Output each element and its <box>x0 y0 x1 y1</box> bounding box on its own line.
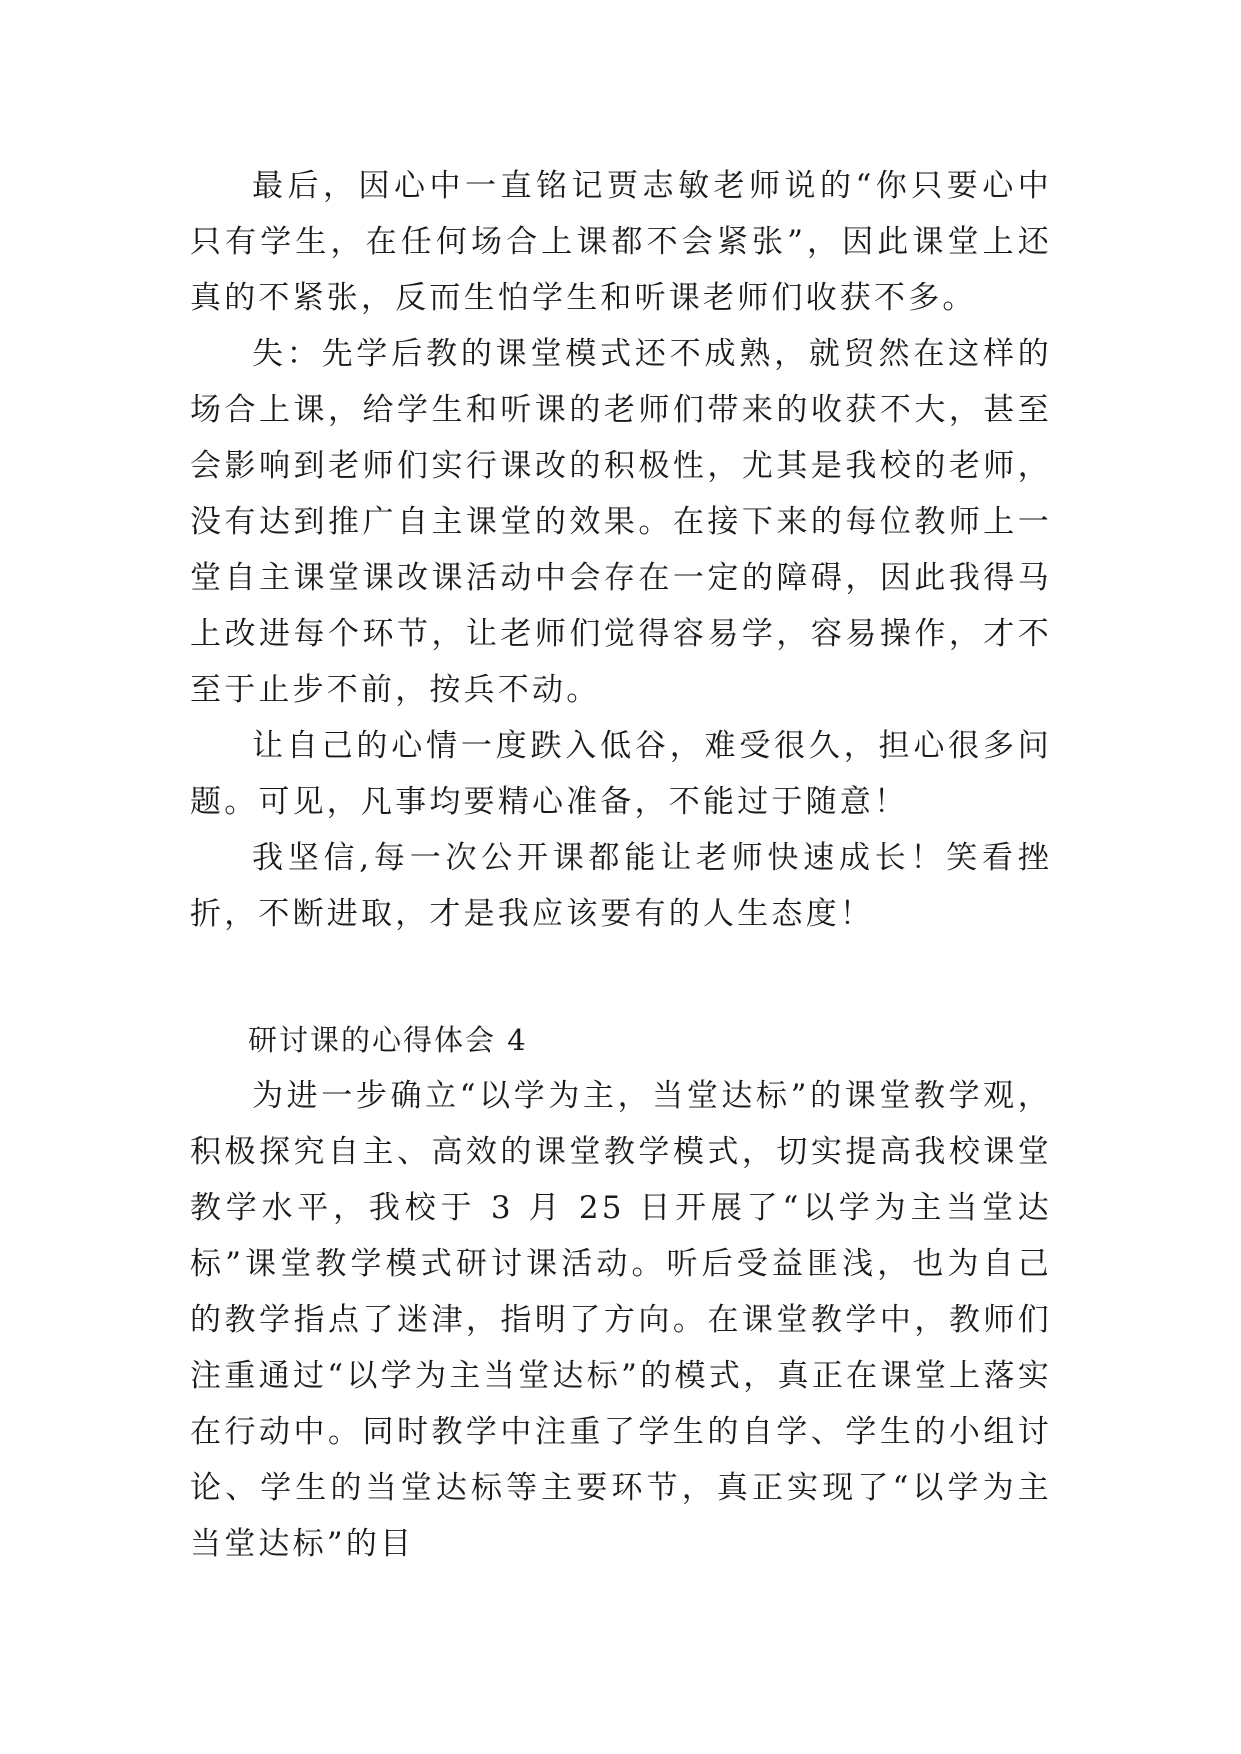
paragraph-mood: 让自己的心情一度跌入低谷，难受很久，担心很多问题。可见，凡事均要精心准备，不能过于随意！ <box>190 728 1052 820</box>
paragraph-intro: 为进一步确立“以学为主，当堂达标”的课堂教学观，积极探究自主、高效的课堂教学模式，切实提高我校课堂教学水平，我校于 3 月 25 日开展了“以学为主当堂达标”课堂教学模式研讨课活动。听后受益匪浅，也为自己的教学指点了迷津，指明了方向。在课堂教学中，教师们注重通过“以学为主当堂达标”的模式，真正在课堂上落实在行动中。同时教学中注重了学生的自学、学生的小组讨论、学生的当堂达标等主要环节，真正实现了“以学为主当堂达标”的目 <box>190 1078 1052 1562</box>
document-page <box>190 158 1052 1572</box>
paragraph-shortcomings: 失：先学后教的课堂模式还不成熟，就贸然在这样的场合上课，给学生和听课的老师们带来的收获不大，甚至会影响到老师们实行课改的积极性，尤其是我校的老师，没有达到推广自主课堂的效果。在接下来的每位教师上一堂自主课堂课改课活动中会存在一定的障碍，因此我得马上改进每个环节，让老师们觉得容易学，容易操作，才不至于止步不前，按兵不动。 <box>190 336 1052 708</box>
paragraph-conclusion: 最后，因心中一直铭记贾志敏老师说的“你只要心中只有学生，在任何场合上课都不会紧张”，因此课堂上还真的不紧张，反而生怕学生和听课老师们收获不多。 <box>190 168 1052 316</box>
paragraph-belief: 我坚信,每一次公开课都能让老师快速成长！笑看挫折，不断进取，才是我应该要有的人生态度！ <box>190 840 1052 932</box>
section-heading: 研讨课的心得体会 4 <box>248 1023 528 1057</box>
